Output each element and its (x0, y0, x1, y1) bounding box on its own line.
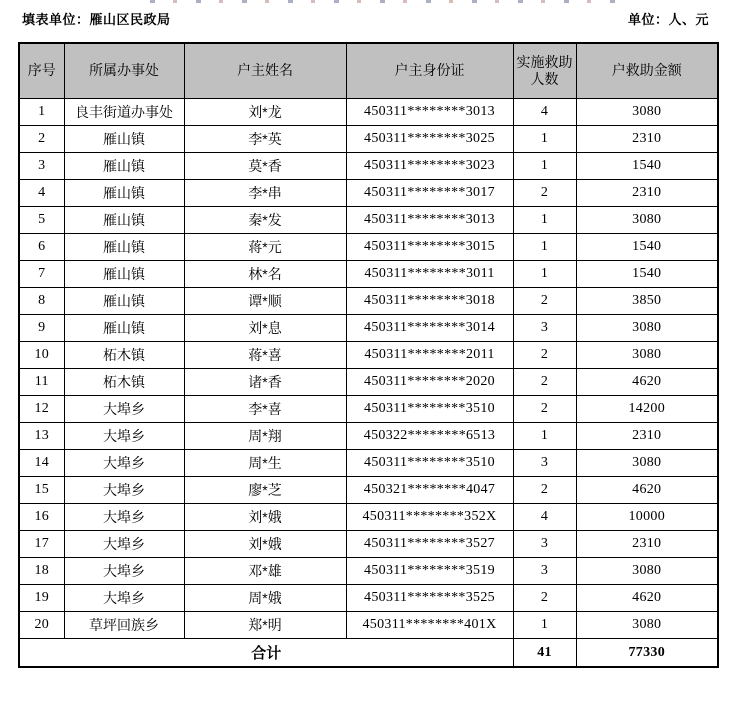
cell-amount: 14200 (576, 396, 718, 423)
table-header (19, 43, 718, 99)
cell-name: 秦*发 (184, 207, 346, 234)
cell-seq: 2 (19, 126, 64, 153)
cell-office: 大埠乡 (64, 504, 184, 531)
cell-count: 3 (513, 531, 576, 558)
cell-amount: 4620 (576, 369, 718, 396)
cell-seq: 19 (19, 585, 64, 612)
table-row (19, 288, 718, 315)
cell-amount: 1540 (576, 261, 718, 288)
cell-id: 450311********401X (346, 612, 513, 639)
total-label: 合计 (19, 639, 513, 668)
cell-name: 刘*娥 (184, 531, 346, 558)
cell-id: 450311********3011 (346, 261, 513, 288)
cell-office: 大埠乡 (64, 396, 184, 423)
cell-name: 蒋*喜 (184, 342, 346, 369)
cell-id: 450311********3525 (346, 585, 513, 612)
cell-office: 柘木镇 (64, 342, 184, 369)
cell-count: 2 (513, 288, 576, 315)
cell-seq: 14 (19, 450, 64, 477)
cell-office: 大埠乡 (64, 585, 184, 612)
cell-office: 大埠乡 (64, 558, 184, 585)
cell-count: 4 (513, 99, 576, 126)
cell-count: 1 (513, 207, 576, 234)
cell-name: 周*生 (184, 450, 346, 477)
cell-name: 廖*芝 (184, 477, 346, 504)
cell-amount: 3850 (576, 288, 718, 315)
total-count: 41 (513, 639, 576, 668)
cell-id: 450311********3013 (346, 207, 513, 234)
table-row (19, 99, 718, 126)
cell-name: 李*喜 (184, 396, 346, 423)
cell-amount: 2310 (576, 531, 718, 558)
cell-seq: 3 (19, 153, 64, 180)
table-row (19, 342, 718, 369)
cell-count: 3 (513, 558, 576, 585)
cell-count: 2 (513, 369, 576, 396)
cell-seq: 10 (19, 342, 64, 369)
cell-office: 雁山镇 (64, 261, 184, 288)
cell-office: 雁山镇 (64, 153, 184, 180)
cell-id: 450311********3018 (346, 288, 513, 315)
table-row (19, 612, 718, 639)
cell-seq: 9 (19, 315, 64, 342)
cell-office: 雁山镇 (64, 207, 184, 234)
cell-name: 李*英 (184, 126, 346, 153)
cell-id: 450311********3013 (346, 99, 513, 126)
unit-label: 单位：人、元 (627, 12, 709, 27)
cell-id: 450311********3017 (346, 180, 513, 207)
cell-office: 柘木镇 (64, 369, 184, 396)
clipped-title-marks (150, 0, 620, 3)
cell-office: 雁山镇 (64, 180, 184, 207)
cell-amount: 2310 (576, 180, 718, 207)
table-row (19, 585, 718, 612)
table-row (19, 396, 718, 423)
table-row (19, 153, 718, 180)
cell-office: 草坪回族乡 (64, 612, 184, 639)
cell-name: 莫*香 (184, 153, 346, 180)
cell-seq: 18 (19, 558, 64, 585)
cell-seq: 4 (19, 180, 64, 207)
cell-amount: 10000 (576, 504, 718, 531)
table-row (19, 558, 718, 585)
cell-name: 李*串 (184, 180, 346, 207)
header-row (19, 43, 718, 99)
table-row (19, 126, 718, 153)
cell-count: 3 (513, 450, 576, 477)
cell-id: 450311********3015 (346, 234, 513, 261)
cell-id: 450321********4047 (346, 477, 513, 504)
cell-amount: 3080 (576, 450, 718, 477)
cell-id: 450311********3527 (346, 531, 513, 558)
table-body (19, 99, 718, 639)
cell-count: 2 (513, 342, 576, 369)
cell-id: 450311********3510 (346, 396, 513, 423)
top-labels (22, 9, 709, 28)
cell-seq: 13 (19, 423, 64, 450)
cell-seq: 6 (19, 234, 64, 261)
cell-seq: 5 (19, 207, 64, 234)
column-header: 户主身份证 (346, 43, 513, 99)
cell-id: 450311********2020 (346, 369, 513, 396)
cell-count: 1 (513, 261, 576, 288)
table-row (19, 423, 718, 450)
cell-office: 雁山镇 (64, 315, 184, 342)
cell-office: 大埠乡 (64, 477, 184, 504)
assistance-table (18, 42, 719, 668)
cell-name: 郑*明 (184, 612, 346, 639)
cell-count: 1 (513, 234, 576, 261)
table-row (19, 450, 718, 477)
cell-amount: 2310 (576, 423, 718, 450)
table-row (19, 504, 718, 531)
cell-amount: 4620 (576, 585, 718, 612)
cell-id: 450311********2011 (346, 342, 513, 369)
cell-amount: 3080 (576, 99, 718, 126)
table-row (19, 477, 718, 504)
cell-amount: 3080 (576, 612, 718, 639)
cell-amount: 1540 (576, 234, 718, 261)
cell-count: 2 (513, 585, 576, 612)
cell-amount: 2310 (576, 126, 718, 153)
cell-count: 4 (513, 504, 576, 531)
total-row (19, 639, 718, 668)
cell-amount: 4620 (576, 477, 718, 504)
cell-count: 3 (513, 315, 576, 342)
cell-seq: 16 (19, 504, 64, 531)
column-header: 所属办事处 (64, 43, 184, 99)
cell-name: 周*娥 (184, 585, 346, 612)
cell-id: 450311********3014 (346, 315, 513, 342)
cell-name: 谭*顺 (184, 288, 346, 315)
cell-amount: 3080 (576, 342, 718, 369)
cell-seq: 17 (19, 531, 64, 558)
table-footer (19, 639, 718, 668)
cell-name: 刘*龙 (184, 99, 346, 126)
cell-name: 诸*香 (184, 369, 346, 396)
cell-id: 450311********3510 (346, 450, 513, 477)
cell-seq: 7 (19, 261, 64, 288)
cell-amount: 1540 (576, 153, 718, 180)
cell-count: 2 (513, 396, 576, 423)
table-row (19, 180, 718, 207)
table-row (19, 369, 718, 396)
cell-office: 雁山镇 (64, 234, 184, 261)
cell-id: 450322********6513 (346, 423, 513, 450)
cell-id: 450311********3023 (346, 153, 513, 180)
cell-count: 1 (513, 423, 576, 450)
column-header: 实施救助人数 (513, 43, 576, 99)
total-amount: 77330 (576, 639, 718, 668)
cell-name: 周*翔 (184, 423, 346, 450)
cell-id: 450311********352X (346, 504, 513, 531)
cell-seq: 8 (19, 288, 64, 315)
cell-name: 刘*娥 (184, 504, 346, 531)
cell-count: 2 (513, 180, 576, 207)
cell-name: 邓*雄 (184, 558, 346, 585)
cell-amount: 3080 (576, 558, 718, 585)
cell-count: 2 (513, 477, 576, 504)
cell-id: 450311********3025 (346, 126, 513, 153)
cell-amount: 3080 (576, 207, 718, 234)
cell-office: 良丰街道办事处 (64, 99, 184, 126)
table-row (19, 234, 718, 261)
column-header: 序号 (19, 43, 64, 99)
cell-count: 1 (513, 153, 576, 180)
cell-id: 450311********3519 (346, 558, 513, 585)
cell-name: 刘*息 (184, 315, 346, 342)
form-unit-label: 填表单位：雁山区民政局 (22, 12, 171, 27)
column-header: 户救助金额 (576, 43, 718, 99)
cell-seq: 20 (19, 612, 64, 639)
cell-office: 雁山镇 (64, 126, 184, 153)
cell-name: 蒋*元 (184, 234, 346, 261)
table-row (19, 207, 718, 234)
cell-count: 1 (513, 126, 576, 153)
cell-amount: 3080 (576, 315, 718, 342)
cell-office: 大埠乡 (64, 531, 184, 558)
column-header: 户主姓名 (184, 43, 346, 99)
cell-office: 大埠乡 (64, 423, 184, 450)
cell-seq: 15 (19, 477, 64, 504)
cell-seq: 11 (19, 369, 64, 396)
cell-count: 1 (513, 612, 576, 639)
table-row (19, 261, 718, 288)
cell-office: 雁山镇 (64, 288, 184, 315)
table-row (19, 315, 718, 342)
cell-name: 林*名 (184, 261, 346, 288)
table-row (19, 531, 718, 558)
cell-seq: 12 (19, 396, 64, 423)
cell-office: 大埠乡 (64, 450, 184, 477)
cell-seq: 1 (19, 99, 64, 126)
